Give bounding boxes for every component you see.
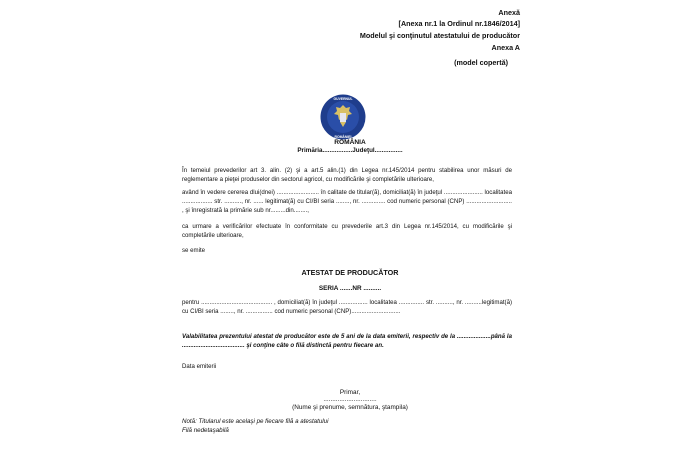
header-model-title: Modelul şi conţinutul atestatului de producător — [359, 31, 520, 40]
emblem-text-top: GUVERNUL — [333, 96, 353, 101]
header-annex-label: Anexă — [498, 8, 520, 17]
body-paragraph-verification: ca urmare a verificărilor efectuate în conformitate cu prevederile art.3 din Legea nr.145/2014, cu modificările şi completările ulterioare, — [182, 223, 512, 239]
body-paragraph-request: având în vedere cererea dlui(dnei) ......................... în calitate de titular(ă), domiciliat(ă) în judeţul ....................... localitatea .................. str. .........., nr. ...... legitimat(ă) cu CI/BI seria ........, nr. .............. cod numeric personal (CNP) ........................... , şi înregistrată la primărie sub nr.........din........, — [182, 189, 512, 214]
header-model-cover: (model copertă) — [454, 58, 508, 67]
certificate-validity: Valabilitatea prezentului atestat de producător este de 5 ani de la data emiterii, respectiv de la ....................până la ..................................... şi conţine câte o filă distinctă pentru fiecare an. — [182, 333, 512, 349]
authority-line: Primăria.................Judeţul................ — [297, 147, 403, 154]
signature-title: Primar, — [339, 389, 361, 396]
signature-caption: (Nume şi prenume, semnătura, ştampila) — [292, 404, 408, 411]
certificate-title: ATESTAT DE PRODUCĂTOR — [301, 268, 399, 277]
note-line-1: Notă: Titularul este acelaşi pe fiecare filă a atestatului — [182, 418, 329, 425]
certificate-holder-paragraph: pentru .......................................... , domiciliat(ă) în judeţul ................. localitatea ............... str. .........., nr. ..........legitimat(ă) cu CI/BI seria ........, nr. ................ cod numeric personal (CNP)............................. — [182, 299, 512, 315]
note-line-2: Filă nedetaşabilă — [182, 427, 229, 434]
body-paragraph-legal-basis: În temeiul prevederilor art 3. alin. (2) şi a art.5 alin.(1) din Legea nr.145/2014 pentru stabilirea unor măsuri de reglementare a pieţei produselor din sectorul agricol, cu modificările şi completările ulterioare, — [182, 167, 512, 183]
country-name: ROMÂNIA — [334, 139, 366, 146]
header-order-reference: [Anexa nr.1 la Ordinul nr.1846/2014] — [398, 19, 520, 28]
signature-line: .............................. — [323, 396, 377, 403]
certificate-series: SERIA .......NR .......... — [318, 285, 382, 292]
issue-date-label: Data emiterii — [182, 363, 217, 370]
emblem-text-bottom: ROMÂNIEI — [334, 135, 352, 139]
header-annex-a: Anexa A — [491, 43, 520, 52]
government-emblem-icon — [319, 93, 367, 141]
body-issue-statement: se emite — [182, 247, 206, 254]
